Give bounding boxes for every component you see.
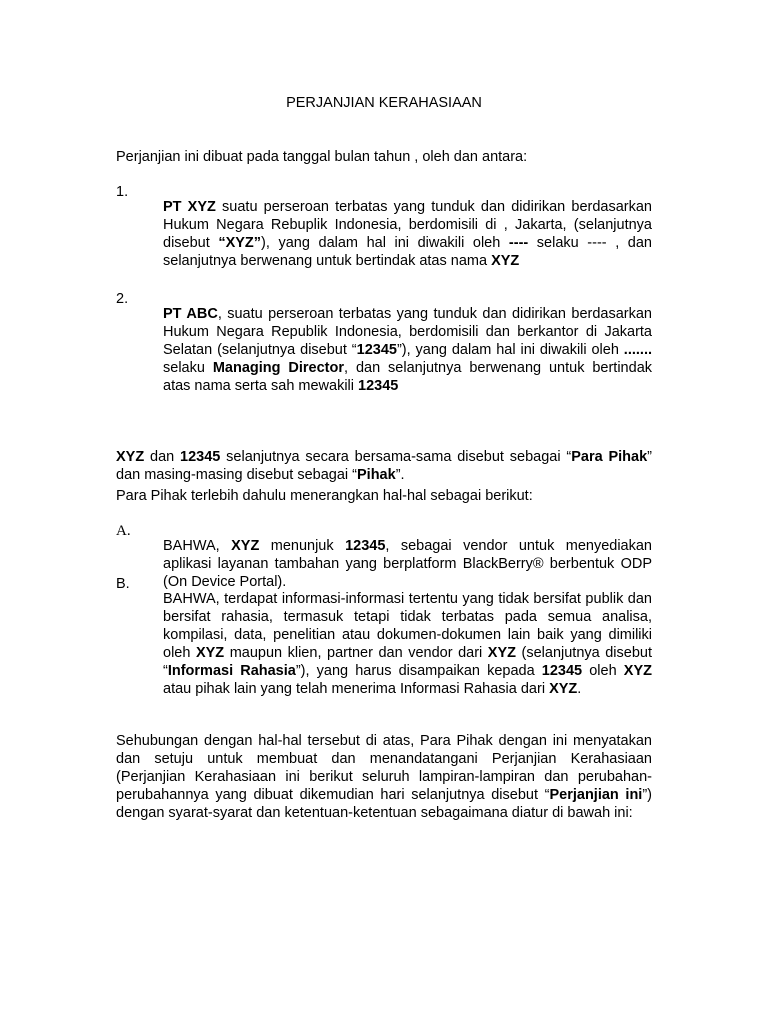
recital-intro: Para Pihak terlebih dahulu menerangkan hal-hal sebagai berikut: xyxy=(116,488,533,504)
party1-name: PT XYZ xyxy=(163,198,216,215)
parties-text: ”. xyxy=(395,466,405,483)
recital-b-text: maupun klien, partner dan vendor dari xyxy=(224,644,488,661)
party2-acting: 12345 xyxy=(358,377,399,394)
party2-rep: ....... xyxy=(623,341,652,358)
recital-a-text: menunjuk xyxy=(259,537,346,554)
recital-b-text: oleh xyxy=(582,662,624,679)
party2-number: 2. xyxy=(116,291,129,307)
party1-text: selaku ---- , dan selanjutnya berwenang untuk bertindak atas nama xyxy=(163,234,652,269)
recital-b-bold: XYZ xyxy=(195,644,225,661)
recital-b-text: (selanjutnya disebut “ xyxy=(163,644,652,679)
recital-a-bold: 12345 xyxy=(345,537,386,554)
party2-role: Managing Director xyxy=(212,359,345,376)
party2-text: , dan selanjutnya berwenang untuk bertindak atas nama serta sah mewakili xyxy=(163,359,653,394)
recital-a-text: BAHWA, xyxy=(163,537,232,554)
party2-text: ”), yang dalam hal ini diwakili oleh xyxy=(396,341,624,358)
recital-b-letter: B. xyxy=(116,576,130,592)
recital-b-text: ”), yang harus disampaikan kepada xyxy=(295,662,542,679)
party2-name: PT ABC xyxy=(163,305,218,322)
closing-text: ”) dengan syarat-syarat dan ketentuan-ketentuan sebagaimana diatur di bawah ini: xyxy=(116,786,653,821)
parties-text: ” dan masing-masing disebut sebagai “ xyxy=(116,448,652,483)
recital-b-term-informasi-rahasia: Informasi Rahasia xyxy=(167,662,296,679)
party1-text: ), yang dalam hal ini diwakili oleh xyxy=(261,234,509,251)
recital-a-paragraph xyxy=(163,537,652,591)
party1-alias: “XYZ” xyxy=(218,234,262,251)
party1-acting: XYZ xyxy=(491,252,520,269)
recital-b-bold: XYZ xyxy=(549,680,578,697)
party2-alias: 12345 xyxy=(356,341,397,358)
party1-number: 1. xyxy=(116,184,129,200)
closing-paragraph xyxy=(116,732,652,822)
parties-term-para-pihak: Para Pihak xyxy=(571,448,648,465)
recital-b-text: . xyxy=(577,680,582,697)
party1-paragraph xyxy=(163,198,652,270)
intro-paragraph: Perjanjian ini dibuat pada tanggal bulan tahun , oleh dan antara: xyxy=(116,149,528,165)
parties-term-pihak: Pihak xyxy=(357,466,396,483)
recital-b-text: BAHWA, terdapat informasi-informasi tertentu yang tidak bersifat publik dan bersifat rahasia, termasuk tetapi tidak terbatas pada semua analisa, kompilasi, data, penelitian atau dokumen-dokumen lain baik yang dimiliki oleh xyxy=(163,590,652,661)
party1-rep: ---- xyxy=(508,234,529,251)
recital-b-text: atau pihak lain yang telah menerima Informasi Rahasia dari xyxy=(163,680,550,697)
party2-text: selaku xyxy=(163,359,213,376)
parties-p1: XYZ xyxy=(116,448,145,465)
parties-text: dan xyxy=(144,448,181,465)
party2-text: , suatu perseroan terbatas yang tunduk dan didirikan berdasarkan Hukum Negara Republik Indonesia, berdomisili dan berkantor di Jakarta Selatan (selanjutnya disebut “ xyxy=(163,305,652,358)
recital-a-letter: A. xyxy=(116,523,131,539)
party2-paragraph xyxy=(163,305,652,395)
parties-text: selanjutnya secara bersama-sama disebut sebagai “ xyxy=(220,448,572,465)
recital-b-bold: XYZ xyxy=(623,662,652,679)
parties-p2: 12345 xyxy=(180,448,221,465)
closing-text: Sehubungan dengan hal-hal tersebut di atas, Para Pihak dengan ini menyatakan dan setuju untuk membuat dan menandatangani Perjanjian Kerahasiaan (Perjanjian Kerahasiaan ini berikut seluruh lampiran-lampiran dan perubahan-perubahannya yang dibuat dikemudian hari selanjutnya disebut “ xyxy=(116,732,652,803)
party1-text: suatu perseroan terbatas yang tunduk dan didirikan berdasarkan Hukum Negara Rebuplik Indonesia, berdomisili di , Jakarta, (selanjutnya disebut xyxy=(163,198,652,251)
document-title: PERJANJIAN KERAHASIAAN xyxy=(286,95,482,111)
recital-a-bold: XYZ xyxy=(231,537,260,554)
parties-definition-paragraph xyxy=(116,448,652,484)
closing-term-perjanjian-ini: Perjanjian ini xyxy=(549,786,643,803)
recital-b-paragraph xyxy=(163,590,652,698)
recital-b-bold: XYZ xyxy=(487,644,516,661)
recital-b-bold: 12345 xyxy=(541,662,583,679)
recital-a-text: , sebagai vendor untuk menyediakan aplikasi layanan tambahan yang berplatform BlackBerry® berbentuk ODP (On Device Portal). xyxy=(163,537,652,590)
